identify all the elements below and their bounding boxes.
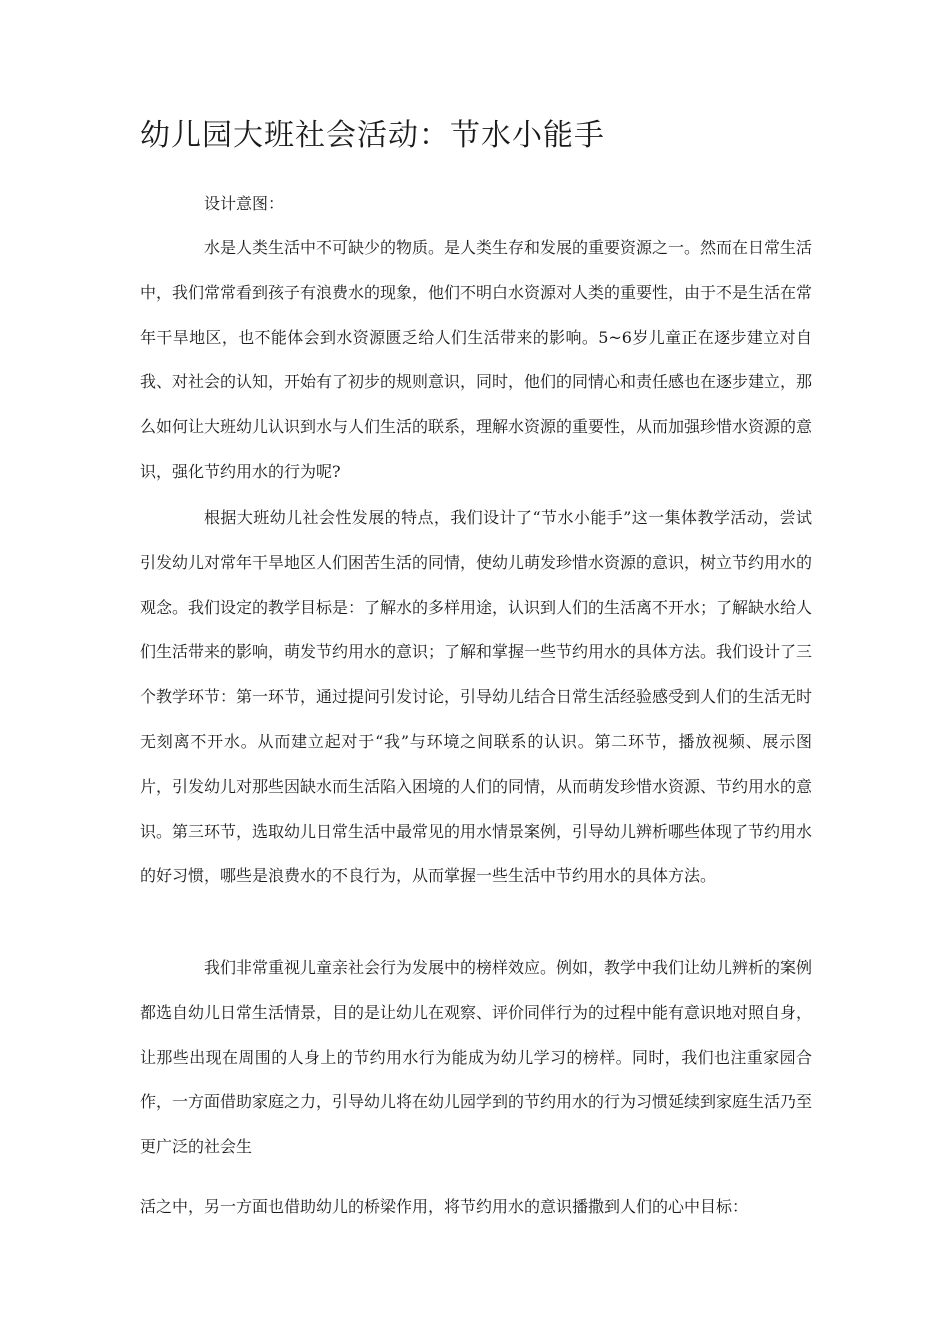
section-heading: 设计意图： bbox=[204, 194, 285, 213]
paragraph-role-model: 我们非常重视儿童亲社会行为发展中的榜样效应。例如，教学中我们让幼儿辨析的案例都选自幼儿日常生活情景，目的是让幼儿在观察、评价同伴行为的过程中能有意识地对照自身，让那些出现在周围的人身上的节约用水行为能成为幼儿学习的榜样。同时，我们也注重家园合作，一方面借助家庭之力，引导幼儿将在幼儿园学到的节约用水的行为习惯延续到家庭生活乃至更广泛的社会生 bbox=[140, 958, 813, 1157]
document-title: 幼儿园大班社会活动：节水小能手 bbox=[140, 118, 605, 153]
paragraph-continuation: 活之中，另一方面也借助幼儿的桥梁作用，将节约用水的意识播撒到人们的心中目标： bbox=[140, 1197, 749, 1216]
paragraph-activity-design: 根据大班幼儿社会性发展的特点，我们设计了“节水小能手”这一集体教学活动，尝试引发幼儿对常年干旱地区人们困苦生活的同情，使幼儿萌发珍惜水资源的意识，树立节约用水的观念。我们设定的教学目标是：了解水的多样用途，认识到人们的生活离不开水；了解缺水给人们生活带来的影响，萌发节约用水的意识；了解和掌握一些节约用水的具体方法。我们设计了三个教学环节：第一环节，通过提问引发讨论，引导幼儿结合日常生活经验感受到人们的生活无时无刻离不开水。从而建立起对于“我”与环境之间联系的认识。第二环节，播放视频、展示图片，引发幼儿对那些因缺水而生活陷入困境的人们的同情，从而萌发珍惜水资源、节约用水的意识。第三环节，选取幼儿日常生活中最常见的用水情景案例，引导幼儿辨析哪些体现了节约用水的好习惯，哪些是浪费水的不良行为，从而掌握一些生活中节约用水的具体方法。 bbox=[140, 508, 813, 886]
paragraph-design-intent: 水是人类生活中不可缺少的物质。是人类生存和发展的重要资源之一。然而在日常生活中，我们常常看到孩子有浪费水的现象，他们不明白水资源对人类的重要性，由于不是生活在常年干旱地区，也不能体会到水资源匮乏给人们生活带来的影响。5~6岁儿童正在逐步建立对自我、对社会的认知，开始有了初步的规则意识，同时，他们的同情心和责任感也在逐步建立，那么如何让大班幼儿认识到水与人们生活的联系，理解水资源的重要性，从而加强珍惜水资源的意识，强化节约用水的行为呢? bbox=[140, 238, 813, 481]
